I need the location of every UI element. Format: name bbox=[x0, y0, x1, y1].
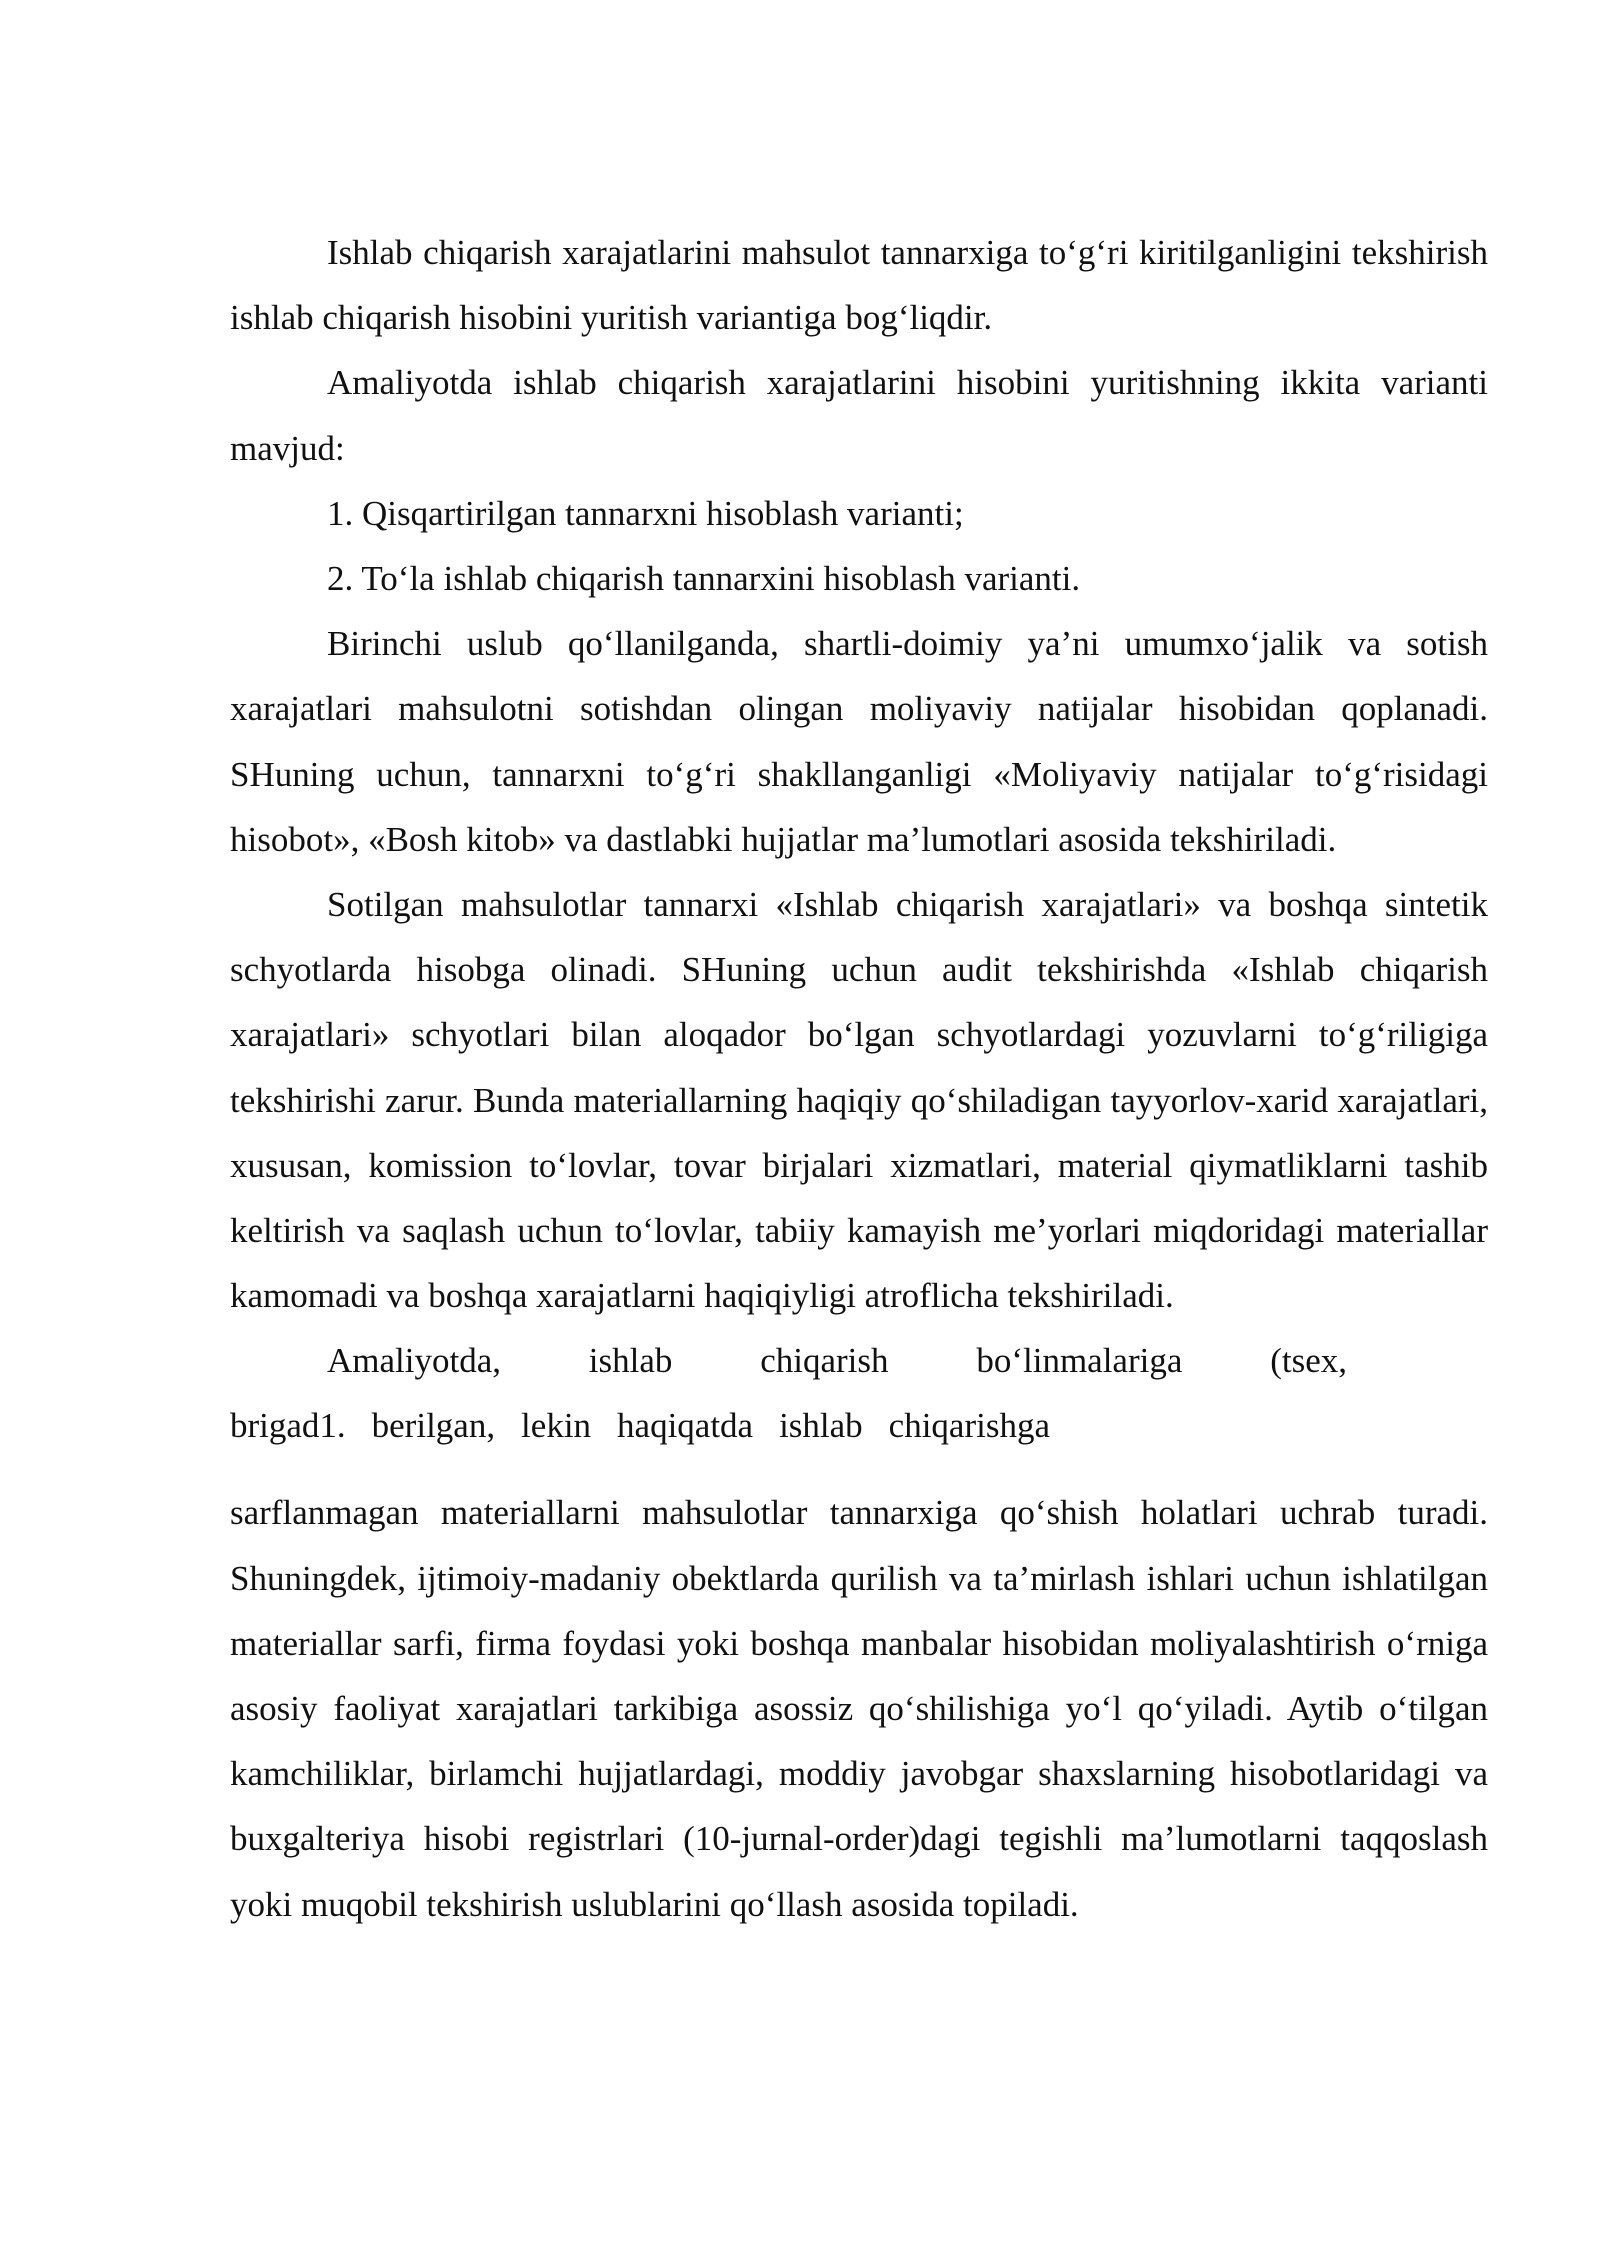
paragraph-5-gap bbox=[230, 1458, 1488, 1480]
paragraph-5-continuation: sarflanmagan materiallarni mahsulotlar tannarxiga qo‘shish holatlari uchrab turadi. Shuningdek, ijtimoiy-madaniy obektlarda qurilish va ta’mirlash ishlari uchun ishlatilgan materiallar sarfi, firma foydasi yoki boshqa manbalar hisobidan moliyalashtirish o‘rniga asosiy faoliyat xarajatlari tarkibiga asossiz qo‘shilishiga yo‘l qo‘yiladi. Aytib o‘tilgan kamchiliklar, birlamchi hujjatlardagi, moddiy javobgar shaxslarning hisobotlaridagi va buxgalteriya hisobi registrlari (10-jurnal-order)dagi tegishli ma’lumotlarni taqqoslash yoki muqobil tekshirish uslublarini qo‘llash asosida topiladi. bbox=[230, 1493, 1488, 1924]
list-item-1: 1. Qisqartirilgan tannarxni hisoblash varianti; bbox=[327, 493, 964, 533]
paragraph-1: Ishlab chiqarish xarajatlarini mahsulot tannarxiga to‘g‘ri kiritilganligini tekshirish ishlab chiqarish hisobini yuritish variantiga bog‘liqdir. bbox=[230, 233, 1488, 338]
paragraph-5-line-2 bbox=[230, 1393, 1488, 1458]
list-item-2: 2. To‘la ishlab chiqarish tannarxini hisoblash varianti. bbox=[327, 559, 1081, 599]
paragraph-5-line-1 bbox=[230, 1328, 1488, 1393]
paragraph-4: Sotilgan mahsulotlar tannarxi «Ishlab chiqarish xarajatlari» va boshqa sintetik schyotlarda hisobga olinadi. SHuning uchun audit tekshirishda «Ishlab chiqarish xarajatlari» schyotlari bilan aloqador bo‘lgan schyotlardagi yozuvlarni to‘g‘riligiga tekshirishi zarur. Bunda materiallarning haqiqiy qo‘shiladigan tayyorlov-xarid xarajatlari, xususan, komission to‘lovlar, tovar birjalari xizmatlari, material qiymatliklarni tashib keltirish va saqlash uchun to‘lovlar, tabiiy kamayish me’yorlari miqdoridagi materiallar kamomadi va boshqa xarajatlarni haqiqiyligi atroflicha tekshiriladi. bbox=[230, 885, 1488, 1316]
paragraph-5-line-2-text: brigad1. berilgan, lekin haqiqatda ishlab chiqarishga bbox=[230, 1406, 1050, 1446]
paragraph-2: Amaliyotda ishlab chiqarish xarajatlarini hisobini yuritishning ikkita varianti mavjud: bbox=[230, 363, 1488, 468]
paragraph-5-line-1-text: Amaliyotda, ishlab chiqarish bo‘linmalariga (tsex, bbox=[327, 1341, 1347, 1381]
paragraph-3: Birinchi uslub qo‘llanilganda, shartli-doimiy ya’ni umumxo‘jalik va sotish xarajatlari mahsulotni sotishdan olingan moliyaviy natijalar hisobidan qoplanadi. SHuning uchun, tannarxni to‘g‘ri shakllanganligi «Moliyaviy natijalar to‘g‘risidagi hisobot», «Bosh kitob» va dastlabki hujjatlar ma’lumotlari asosida tekshiriladi. bbox=[230, 624, 1488, 859]
body-text bbox=[230, 220, 1488, 1937]
